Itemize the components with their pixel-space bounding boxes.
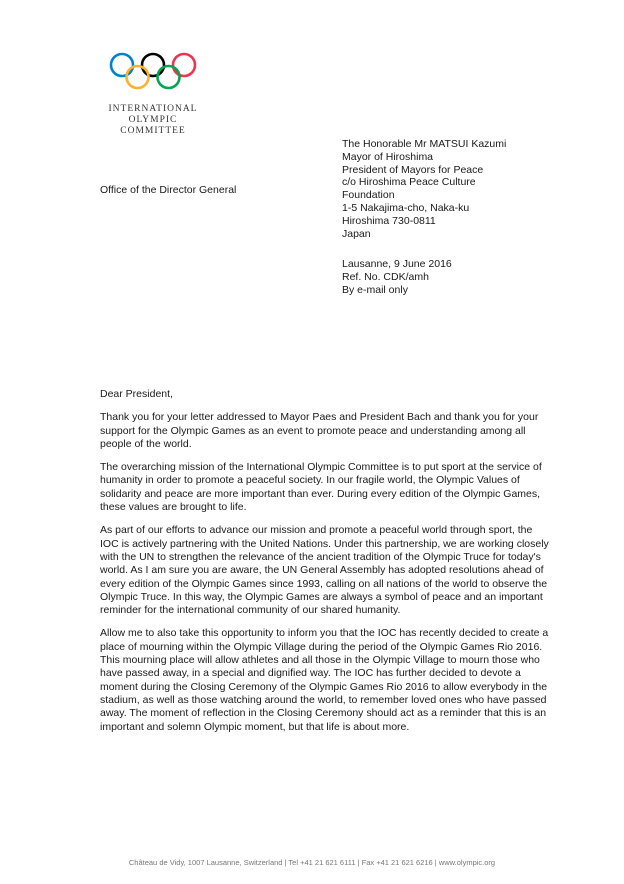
addressee-line: The Honorable Mr MATSUI Kazumi (342, 138, 507, 150)
paragraph: Allow me to also take this opportunity to inform you that the IOC has recently decided to create a place of mourning within the Olympic Village during the period of the Olympic Games Rio 2016. This mourning place will allow athletes and all those in the Olympic Village to mourn those who have passed away, in a special and dignified way. The IOC has further decided to devote a moment during the Closing Ceremony of the Olympic Games Rio 2016 to allow everybody in the stadium, as well as those watching around the world, to remember loved ones who have passed away. The moment of reflection in the Closing Ceremony should act as a reminder that this is an important and solemn Olympic moment, but that life is about more. (100, 627, 549, 733)
footer-contact: Château de Vidy, 1007 Lausanne, Switzerland | Tel +41 21 621 6111 | Fax +41 21 621 6216 | www.olympic.org (128, 858, 496, 867)
addressee-block (342, 138, 506, 240)
olympic-rings-icon (108, 52, 198, 92)
org-name-line: COMMITTEE (120, 126, 186, 136)
ioc-logo (104, 52, 202, 137)
addressee-line: Hiroshima 730-0811 (342, 214, 436, 227)
ring-yellow (127, 66, 149, 88)
delivery-line: By e-mail only (342, 283, 408, 296)
ring-red (173, 54, 195, 76)
salutation: Dear President, (100, 388, 173, 400)
addressee-line: Japan (342, 227, 371, 240)
date-line: Lausanne, 9 June 2016 (342, 258, 452, 270)
addressee-line: c/o Hiroshima Peace Culture (342, 176, 476, 189)
letter-meta (342, 258, 452, 296)
reference-line: Ref. No. CDK/amh (342, 270, 429, 283)
org-name (104, 104, 202, 137)
paragraph: The overarching mission of the International Olympic Committee is to put sport at the service of humanity in order to promote a peaceful society. In our fragile world, the Olympic Values of solidarity and peace are more important than ever. During every edition of the Olympic Games, these values are brought to life. (100, 461, 542, 514)
addressee-line: Foundation (342, 189, 395, 202)
office-name: Office of the Director General (100, 184, 237, 196)
ring-blue (111, 54, 133, 76)
org-name-line: INTERNATIONAL (108, 104, 198, 114)
addressee-line: President of Mayors for Peace (342, 163, 484, 176)
org-name-line: OLYMPIC (128, 115, 178, 125)
addressee-line: Mayor of Hiroshima (342, 150, 434, 163)
ring-black (142, 54, 164, 76)
letter-body (100, 388, 552, 744)
ring-green (158, 66, 180, 88)
paragraph: As part of our efforts to advance our mission and promote a peaceful world through sport, the IOC is actively partnering with the United Nations. Under this partnership, we are working closely with the UN to strengthen the relevance of the ancient tradition of the Olympic Truce for today's world. As I am sure you are aware, the UN General Assembly has adopted resolutions ahead of every edition of the Olympic Games since 1993, calling on all nations of the world to observe the Olympic Truce. In this way, the Olympic Games are always a symbol of peace and an important reminder for the international community of our shared humanity. (100, 524, 549, 617)
addressee-line: 1-5 Nakajima-cho, Naka-ku (342, 201, 470, 214)
paragraph: Thank you for your letter addressed to Mayor Paes and President Bach and thank you for your support for the Olympic Games as an event to promote peace and understanding among all people of the world. (100, 411, 539, 450)
